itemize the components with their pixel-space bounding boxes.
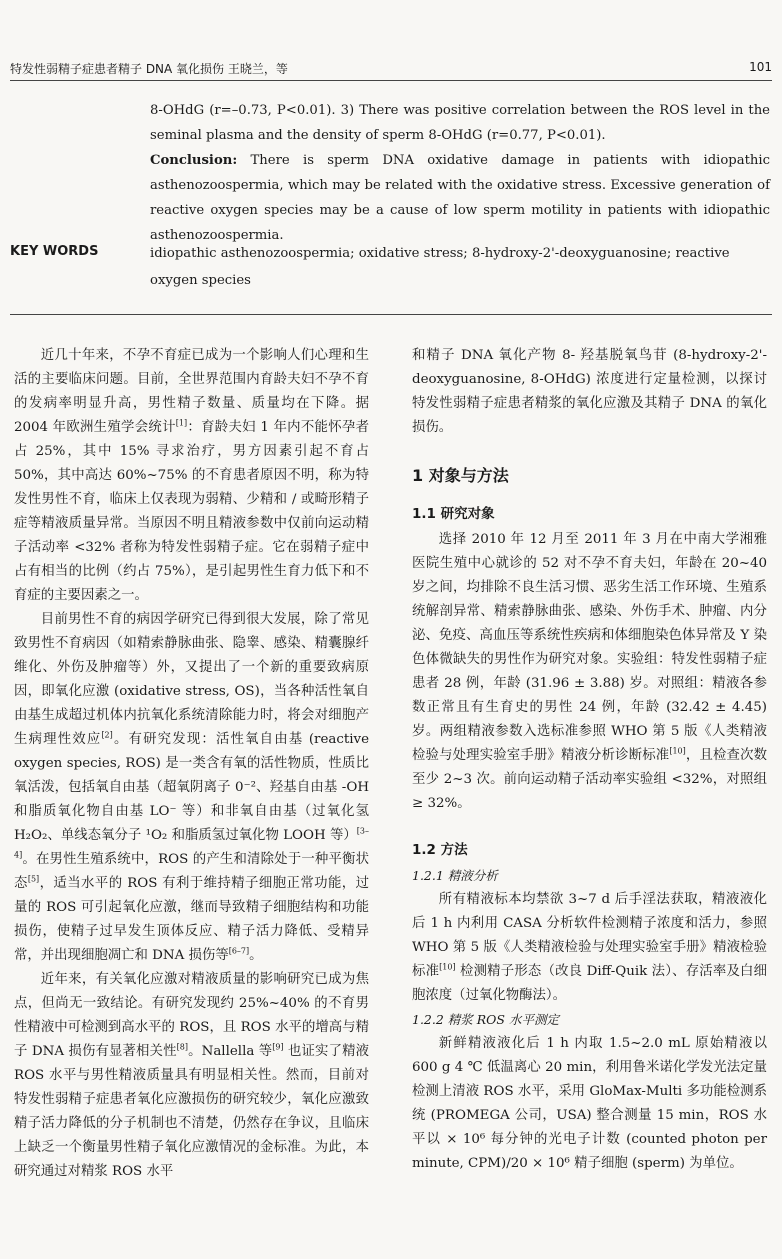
citation: [3–4] [14,826,369,860]
intro-paragraph-3: 近年来，有关氧化应激对精液质量的影响研究已成为焦点，但尚无一致结论。有研究发现约 25%~40% 的不育男性精液中可检测到高水平的 ROS，且 ROS 水平的增高与精子 DNA 损伤有显著相关性[8]。Nallella 等[9] 也证实了精液 ROS 水平与男性精液质量具有明显相关性。然而，目前对特发性弱精子症患者氧化应激损伤的研究较少，氧化应激致精子活力降低的分子机制也不清楚，仍然存在争议，且临床上缺乏一个衡量男性精子氧化应激情况的金标准。为此，本研究通过对精浆 ROS 水平 [14,972,369,1179]
right-column [412,344,767,1176]
citation: [2] [101,730,113,740]
abstract-conclusion [150,148,770,248]
semen-analysis-paragraph: 所有精液标本均禁欲 3~7 d 后手淫法获取，精液液化后 1 h 内利用 CASA 分析软件检测精子浓度和活力，参照 WHO 第 5 版《人类精液检验与处理实验室手册》精液检验标准[10] 检测精子形态（改良 Diff-Quik 法）、存活率及白细胞浓度（过氧化物酶法）。 [412,892,767,1003]
citation: [9] [272,1042,284,1052]
subsection-heading-subjects: 1.1 研究对象 [412,506,495,522]
keywords-text: idiopathic asthenozoospermia; oxidative stress; 8-hydroxy-2'-deoxyguanosine; reactive oxygen species [150,246,730,288]
citation: [6–7] [228,946,250,956]
running-title: 特发性弱精子症患者精子 DNA 氧化损伤 王晓兰，等 [10,62,288,76]
intro-paragraph-continued: 和精子 DNA 氧化产物 8- 羟基脱氧鸟苷 (8-hydroxy-2'-deoxyguanosine, 8-OHdG) 浓度进行定量检测，以探讨特发性弱精子症患者精浆的氧化应激及其精子 DNA 的氧化损伤。 [412,348,767,435]
citation: [8] [176,1042,188,1052]
left-column [14,344,369,1184]
section-divider [10,314,772,315]
intro-paragraph-1: 近几十年来，不孕不育症已成为一个影响人们心理和生活的主要临床问题。目前，全世界范围内育龄夫妇不孕不育的发病率明显升高，男性精子数量、质量均在下降。据 2004 年欧洲生殖学会统计[1]：育龄夫妇 1 年内不能怀孕者占 25%，其中 15% 寻求治疗，男方因素引起不育占 50%，其中高达 60%~75% 的不育患者原因不明，称为特发性男性不育，临床上仅表现为弱精、少精和 / 或畸形精子症等精液质量异常。当原因不明且精液参数中仅前向运动精子活动率 <32% 者称为特发性弱精子症。它在弱精子症中占有相当的比例（约占 75%），是引起男性生育力低下和不育症的主要因素之一。 [14,348,369,603]
page-number: 101 [749,60,772,74]
conclusion-label: Conclusion: [150,153,238,168]
abstract-results-tail: 8-OHdG (r=–0.73, P<0.01). 3) There was positive correlation between the ROS level in the seminal plasma and the density of sperm 8-OHdG (r=0.77, P<0.01). [150,103,770,143]
ros-paragraph: 新鲜精液液化后 1 h 内取 1.5~2.0 mL 原始精液以 600 g 4 ℃ 低温离心 20 min，利用鲁米诺化学发光法定量检测上清液 ROS 水平，采用 GloMax-Multi 多功能检测系统 (PROMEGA 公司，USA) 整合测量 15 min，ROS 水平以 × 10⁶ 每分钟的光电子计数 (counted photon per minute, CPM)/20 × 10⁶ 精子细胞 (sperm) 为单位。 [412,1036,767,1171]
subjects-paragraph: 选择 2010 年 12 月至 2011 年 3 月在中南大学湘雅医院生殖中心就诊的 52 对不孕不育夫妇，年龄在 20~40 岁之间，均排除不良生活习惯、恶劣生活工作环境、生殖系统解剖异常、精索静脉曲张、感染、外伤手术、肿瘤、内分泌、免疫、高血压等系统性疾病和体细胞染色体异常及 Y 染色体微缺失的男性作为研究对象。实验组：特发性弱精子症患者 28 例，年龄 (31.96 ± 3.88) 岁。对照组：精液各参数正常且有生育史的男性 24 例，年龄 (32.42 ± 4.45) 岁。两组精液参数入选标准参照 WHO 第 5 版《人类精液检验与处理实验室手册》精液分析诊断标准[10]，且检查次数至少 2~3 次。前向运动精子活动率实验组 <32%，对照组 ≥ 32%。 [412,532,768,811]
citation: [5] [27,874,40,884]
subsubsection-heading-semen-analysis: 1.2.1 精液分析 [412,868,498,883]
subsubsection-heading-ros: 1.2.2 精浆 ROS 水平测定 [412,1012,559,1027]
citation: [10] [439,962,456,972]
citation: [1] [175,418,188,428]
running-header [10,54,772,81]
subsection-heading-methods: 1.2 方法 [412,842,468,858]
keywords-label: KEY WORDS [10,244,99,259]
citation: [10] [669,746,686,756]
conclusion-text: There is sperm DNA oxidative damage in patients with idiopathic asthenozoospermia, which may be related with the oxidative stress. Excessive generation of reactive oxygen species may be a cause of low sperm motility in patients with idiopathic asthenozoospermia. [150,153,770,243]
abstract [150,98,770,248]
intro-paragraph-2: 目前男性不育的病因学研究已得到很大发展，除了常见致男性不育病因（如精索静脉曲张、隐睾、感染、精囊腺纤维化、外伤及肿瘤等）外，又提出了一个新的重要致病原因，即氧化应激 (oxidative stress, OS)，当各种活性氧自由基生成超过机体内抗氧化系统清除能力时，将会对细胞产生病理性效应[2]。有研究发现：活性氧自由基 (reactive oxygen species, ROS) 是一类含有氧的活性物质，性质比氧活泼，包括氧自由基（超氧阴离子 0⁻²、羟基自由基 -OH 和脂质氧化物自由基 LO⁻ 等）和非氧自由基（过氧化氢 H₂O₂、单线态氧分子 ¹O₂ 和脂质氢过氧化物 LOOH 等）[3–4]。在男性生殖系统中，ROS 的产生和清除处于一种平衡状态[5]，适当水平的 ROS 有利于维持精子细胞正常功能，过量的 ROS 可引起氧化应激，继而导致精子细胞结构和功能损伤，使精子过早发生顶体反应、精子活力降低、受精异常，并出现细胞凋亡和 DNA 损伤等[6–7]。 [14,612,370,963]
section-heading-methods: 1 对象与方法 [412,466,509,485]
